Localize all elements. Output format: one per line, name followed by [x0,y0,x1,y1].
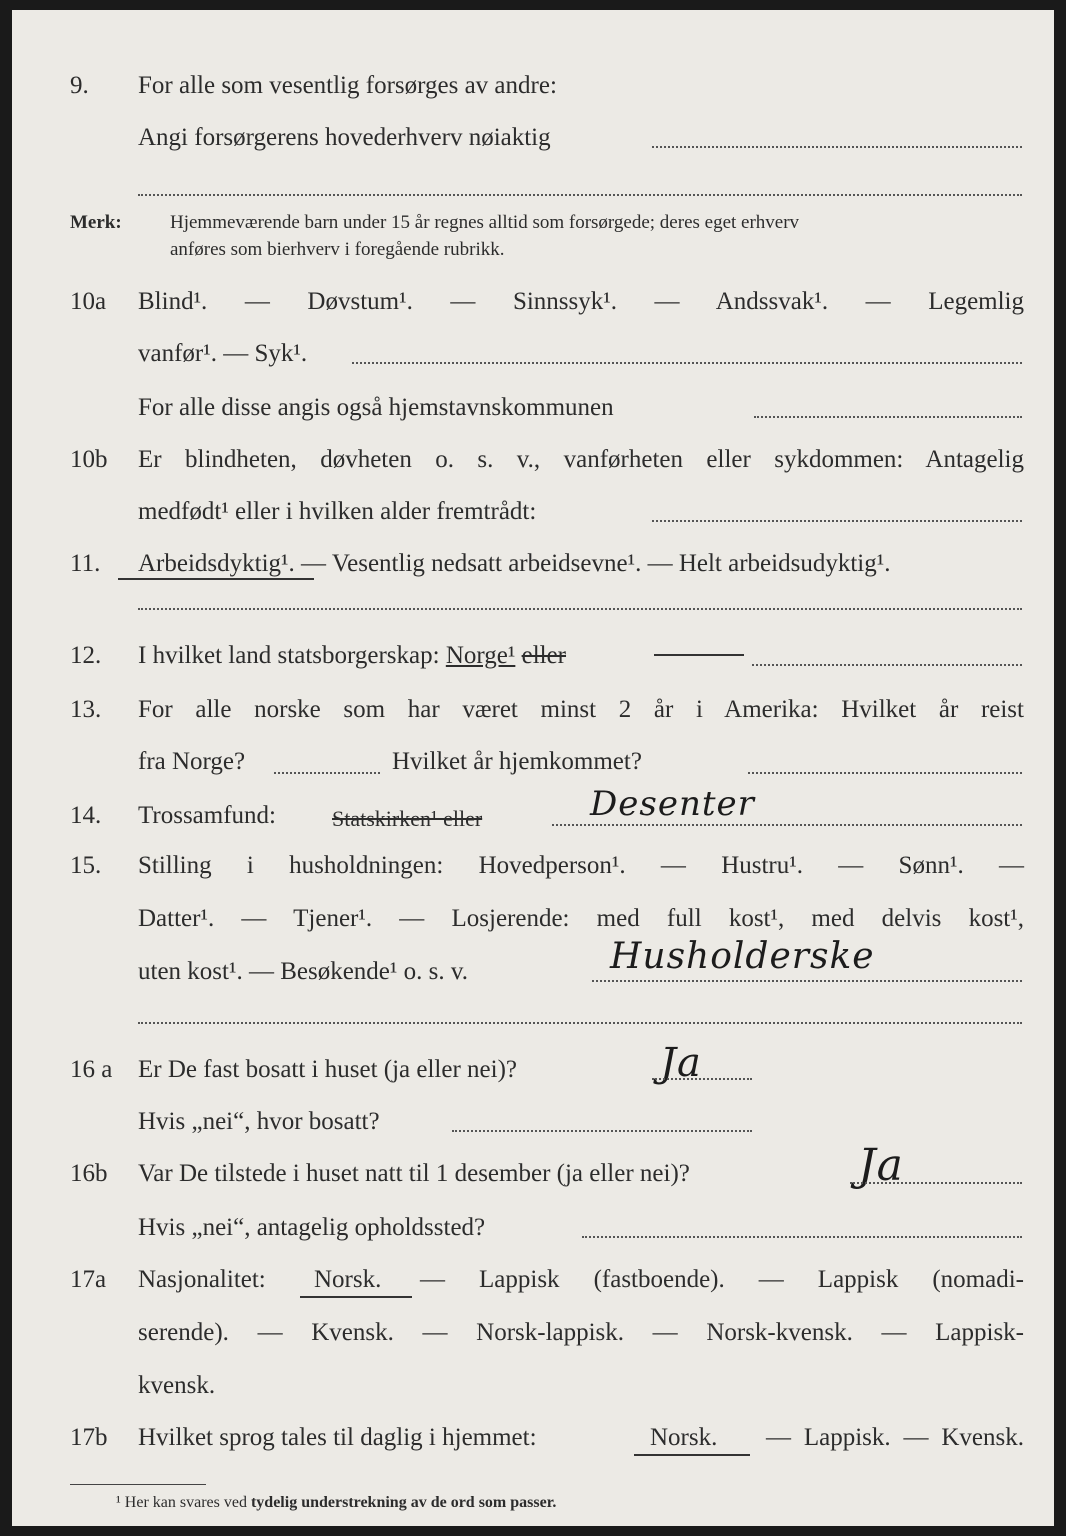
q15-handwritten-answer: Husholderske [610,936,875,977]
q16a-text-2: Hvis „nei“, hvor bosatt? [138,1108,380,1135]
q12-option-norway[interactable]: Norge¹ [445,642,516,669]
q10a-answer-line[interactable] [352,362,1022,364]
q9-row [12,72,1054,112]
q14-struck-option: Statskirken¹ eller [332,806,483,831]
q16a-residence-line[interactable] [452,1130,752,1132]
q12-label: I hvilket land statsborgerskap: [138,642,440,669]
footnote-text: Her kan svares ved [124,1494,251,1511]
q16a-number: 16 a [70,1056,113,1083]
q12-struck-eller: eller [521,642,567,669]
q16b-text-2: Hvis „nei“, antagelig opholdssted? [138,1214,486,1241]
merk-text-2: anføres som bierhverv i foregående rubrikk. [170,239,505,260]
q17b-underline-mark [634,1454,750,1456]
q10b-number: 10b [70,446,108,473]
q16b-row-2 [12,1214,1054,1254]
q16a-answer-line[interactable] [652,1078,752,1080]
q17b-text-rest: — Lappisk. — Kvensk. [766,1424,1024,1451]
q17a-row [12,1266,1054,1306]
q16a-text: Er De fast bosatt i huset (ja eller nei)? [138,1056,518,1083]
q15-row-2 [12,905,1054,945]
q12-number: 12. [70,642,102,669]
q9-answer-line-2[interactable] [138,194,1022,196]
q14-answer-line[interactable] [552,824,1022,826]
q14-number: 14. [70,802,102,829]
q17a-text-3: kvensk. [138,1372,216,1399]
q11-answer-line[interactable] [138,608,1022,610]
q10a-number: 10a [70,288,107,315]
q9-text: For alle som vesentlig forsørges av andre: [138,72,557,99]
q16b-number: 16b [70,1160,108,1187]
q17a-row-2 [12,1319,1054,1359]
q17a-option-norsk[interactable]: Norsk. [314,1266,382,1293]
q15-text-2: Datter¹. — Tjener¹. — Losjerende: med full kost¹, med delvis kost¹, [138,905,1024,932]
q9-answer-line[interactable] [652,146,1022,148]
q9-row-2 [12,124,1054,164]
q15-row [12,852,1054,892]
q11-underline-mark [118,578,314,580]
q10b-text: Er blindheten, døvheten o. s. v., vanførheten eller sykdommen: Antagelig [138,446,1024,473]
q16b-text: Var De tilstede i huset natt til 1 desember (ja eller nei)? [138,1160,690,1187]
q13-return-line[interactable] [748,772,1022,774]
q13-text-right: Hvilket år hjemkommet? [392,748,642,775]
q14-label: Trossamfund: [138,802,276,829]
q13-row-2 [12,748,1054,788]
q9-text-2: Angi forsørgerens hovederhverv nøiaktig [138,124,551,151]
q10a-row-3 [12,394,1054,434]
q10b-answer-line[interactable] [652,520,1022,522]
footnote-rule [70,1484,206,1485]
q14-handwritten-answer: Desenter [590,784,755,824]
q16a-handwritten-answer: Ja [660,1040,702,1086]
q16b-location-line[interactable] [582,1236,1022,1238]
footnote-mark: ¹ [116,1494,121,1511]
q17a-text-2: serende). — Kvensk. — Norsk-lappisk. — Norsk-kvensk. — Lappisk- [138,1319,1024,1346]
q17b-row [12,1424,1054,1464]
q15-answer-line[interactable] [592,980,1022,982]
q9-number: 9. [70,72,89,99]
q12-row [12,642,1054,682]
q14-row [12,802,1054,842]
q15-row-3 [12,958,1054,998]
q10a-text-3: For alle disse angis også hjemstavnskommunen [138,394,614,421]
q15-text-3: uten kost¹. — Besøkende¹ o. s. v. [138,958,469,985]
q10b-row [12,446,1054,486]
q13-text: For alle norske som har været minst 2 år i Amerika: Hvilket år reist [138,696,1024,723]
footnote [116,1494,556,1512]
q10a-text-2: vanfør¹. — Syk¹. [138,340,308,367]
q12-answer-line[interactable] [752,664,1022,666]
q10a-row [12,288,1054,328]
q13-row [12,696,1054,736]
q17b-number: 17b [70,1424,108,1451]
q11-option-able[interactable]: Arbeidsdyktig¹. [138,550,295,577]
merk-row-2 [12,239,1054,279]
q13-departure-line[interactable] [274,772,380,774]
q10a-row-2 [12,340,1054,380]
q12-strike-mark [654,654,744,656]
merk-text: Hjemmeværende barn under 15 år regnes alltid som forsørgede; deres eget erhverv [170,212,800,233]
q13-number: 13. [70,696,102,723]
footnote-bold-text: tydelig understrekning av de ord som passer. [250,1494,557,1511]
merk-label: Merk: [70,212,122,233]
q17b-label: Hvilket sprog tales til daglig i hjemmet: [138,1424,537,1451]
q17a-row-3 [12,1372,1054,1412]
q11-text [138,550,1024,578]
q10b-text-2: medfødt¹ eller i hvilken alder fremtrådt: [138,498,537,525]
q15-text: Stilling i husholdningen: Hovedperson¹. — Hustru¹. — Sønn¹. — [138,852,1024,879]
q11-number: 11. [70,550,101,577]
q16b-answer-line[interactable] [850,1182,1022,1184]
q15-number: 15. [70,852,102,879]
q15-answer-line-2[interactable] [138,1022,1022,1024]
q10b-row-2 [12,498,1054,538]
q11-row [12,550,1054,590]
q11-rest: — Vesentlig nedsatt arbeidsevne¹. — Helt arbeidsudyktig¹. [294,550,891,577]
q16a-row [12,1056,1054,1096]
q17a-underline-mark [300,1296,412,1298]
q17a-number: 17a [70,1266,107,1293]
q10a-hometown-line[interactable] [754,416,1022,418]
q10a-text: Blind¹. — Døvstum¹. — Sinnssyk¹. — Andssvak¹. — Legemlig [138,288,1024,315]
q16b-handwritten-answer: Ja [858,1140,904,1191]
q12-text [138,642,566,670]
q17a-label: Nasjonalitet: [138,1266,266,1293]
census-form-page [12,10,1054,1526]
q17a-text-rest: — Lappisk (fastboende). — Lappisk (nomadi- [420,1266,1024,1293]
q17b-option-norsk[interactable]: Norsk. [650,1424,718,1451]
q13-text-left: fra Norge? [138,748,246,775]
